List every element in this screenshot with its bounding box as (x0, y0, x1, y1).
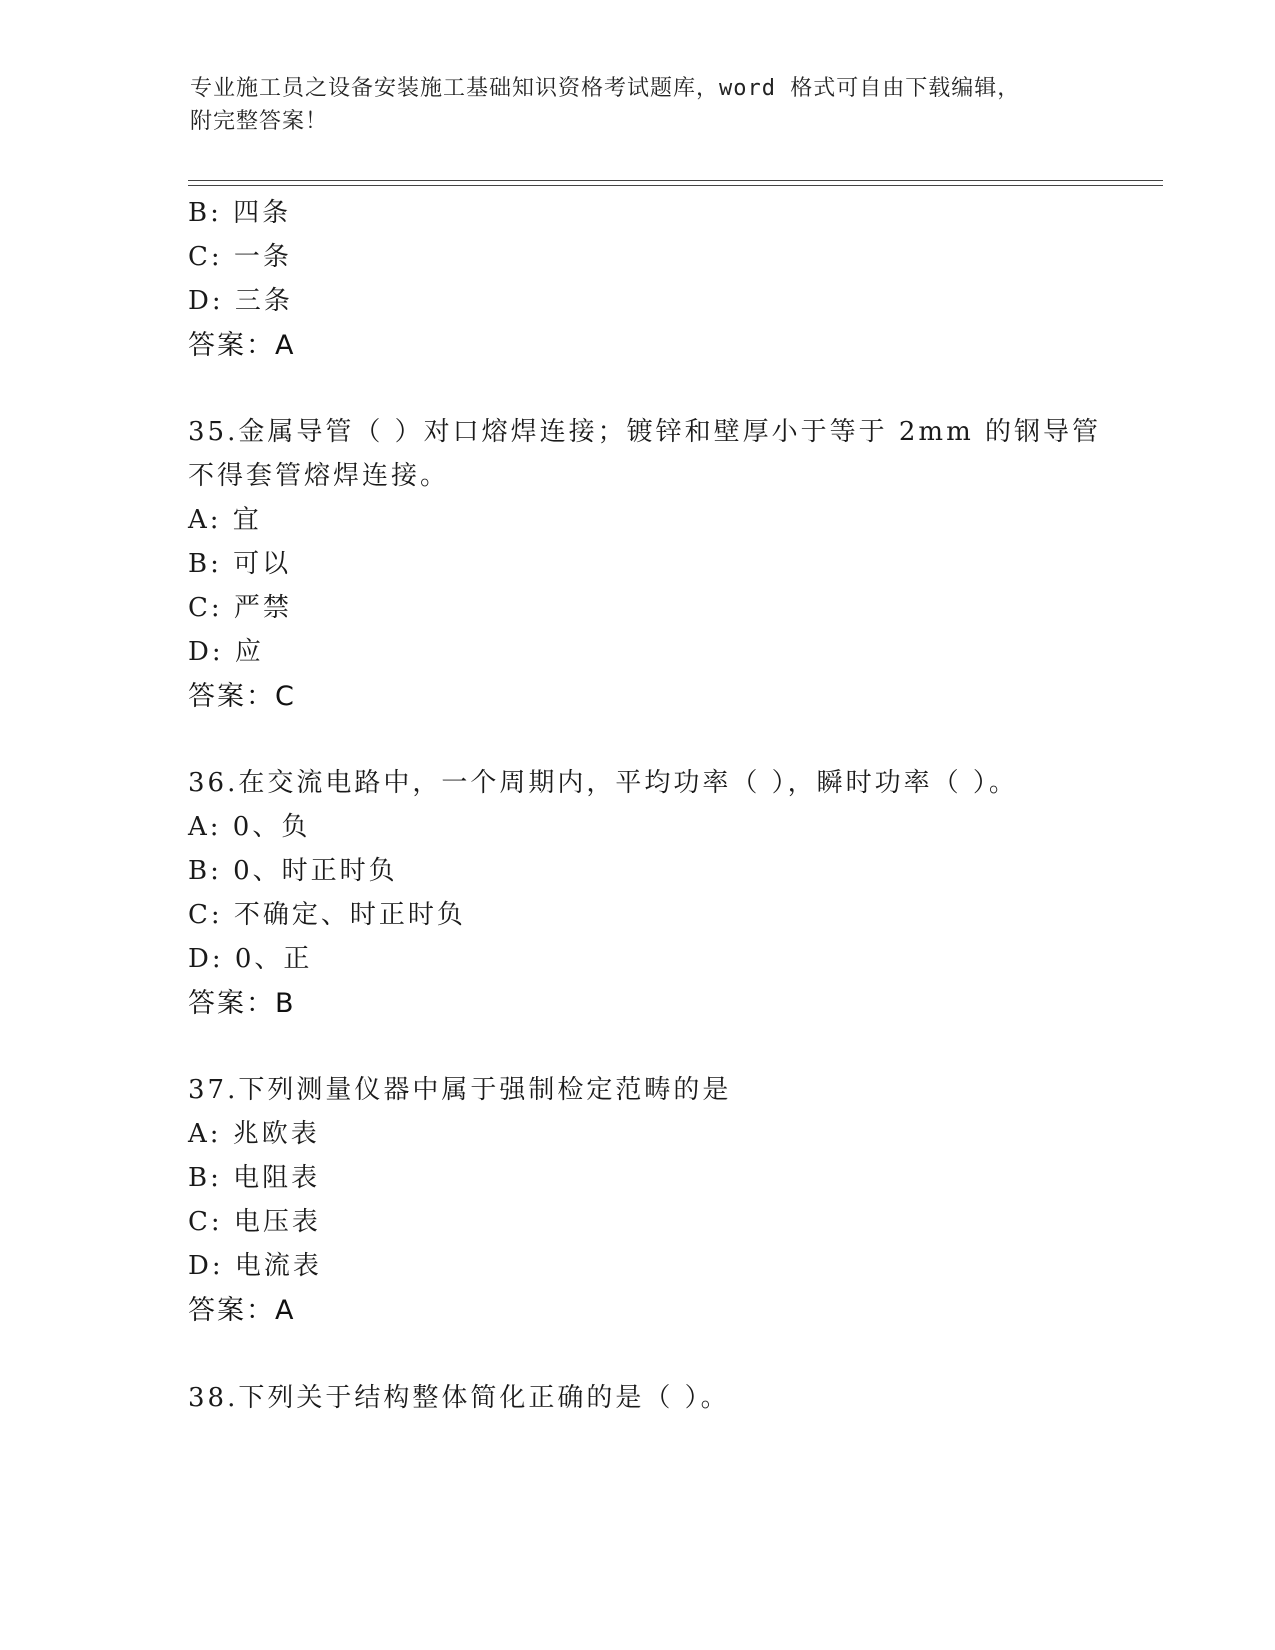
q38-stem: 38.下列关于结构整体简化正确的是（ ）。 (188, 1383, 730, 1413)
q36-option-b: B: 0、时正时负 (188, 856, 398, 886)
q35-stem-line-2: 不得套管熔焊连接。 (188, 461, 450, 491)
q37-option-a: A: 兆欧表 (188, 1119, 320, 1149)
q37-option-c: C: 电压表 (188, 1207, 321, 1237)
q35-option-a: A: 宜 (188, 505, 262, 535)
q37-stem: 37.下列测量仪器中属于强制检定范畴的是 (188, 1075, 732, 1105)
q37-option-b: B: 电阻表 (188, 1163, 321, 1193)
page-header (190, 72, 1070, 138)
q35-option-d: D: 应 (188, 637, 264, 667)
q36-option-c: C: 不确定、时正时负 (188, 900, 466, 930)
q36-answer: 答案：B (188, 988, 296, 1019)
header-line-1: 专业施工员之设备安装施工基础知识资格考试题库，word 格式可自由下载编辑， (190, 76, 1021, 101)
q34-option-d: D: 三条 (188, 286, 293, 316)
q36-option-d: D: 0、正 (188, 944, 313, 974)
header-divider-bottom (188, 185, 1163, 186)
q37-answer: 答案：A (188, 1295, 296, 1326)
q35-answer: 答案：C (188, 681, 296, 712)
q34-option-c: C: 一条 (188, 242, 292, 272)
q34-option-b: B: 四条 (188, 198, 292, 228)
q37-option-d: D: 电流表 (188, 1251, 322, 1281)
q36-option-a: A: 0、负 (188, 812, 311, 842)
q35-option-b: B: 可以 (188, 549, 292, 579)
q34-answer: 答案：A (188, 330, 296, 361)
header-line-2: 附完整答案！ (190, 109, 329, 134)
q35-stem-line-1: 35.金属导管（ ）对口熔焊连接；镀锌和壁厚小于等于 2mm 的钢导管 (188, 417, 1101, 447)
header-divider-top (188, 180, 1163, 181)
q36-stem: 36.在交流电路中，一个周期内，平均功率（ ），瞬时功率（ ）。 (188, 768, 1018, 798)
q35-option-c: C: 严禁 (188, 593, 292, 623)
